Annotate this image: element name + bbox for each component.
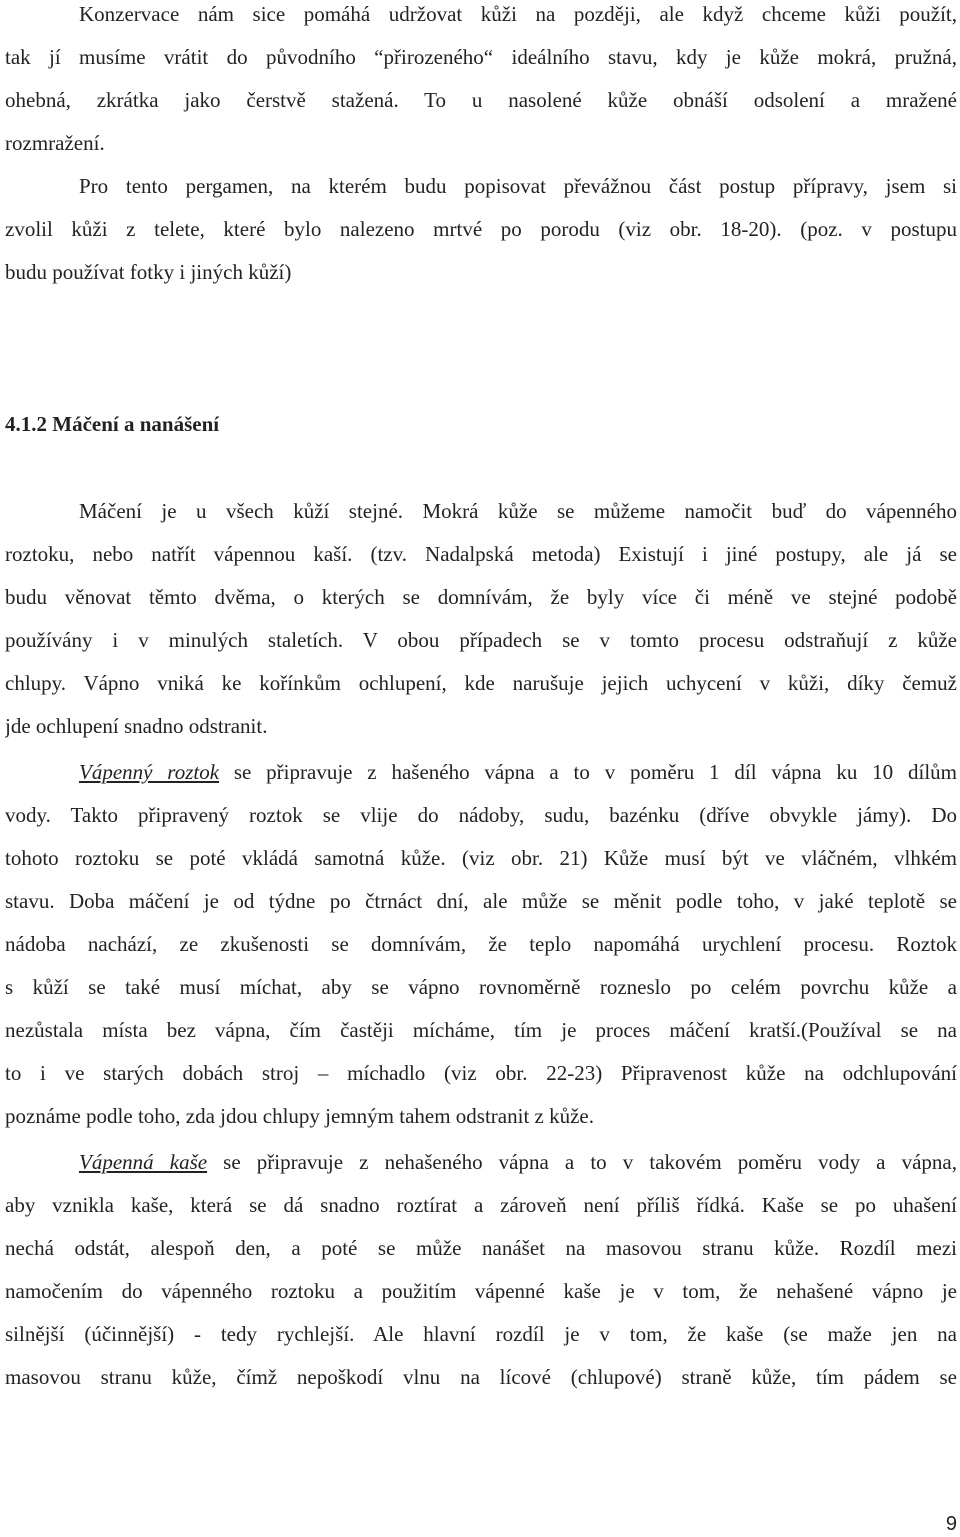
term-vapenna-kase: Vápenná kaše [79,1150,208,1174]
paragraph-4-line-1 [79,758,957,786]
paragraph-3-line-6: jde ochlupení snadno odstranit. [5,714,268,738]
paragraph-3-line-2: roztoku, nebo natřít vápennou kaší. (tzv. Nadalpská metoda) Existují i jiné postupy, ale já se [5,542,957,566]
paragraph-5-line-4: namočením do vápenného roztoku a použitím vápenné kaše je v tom, že nehašené vápno je [5,1279,957,1303]
paragraph-5-line-2: aby vznikla kaše, která se dá snadno roztírat a zároveň není příliš řídká. Kaše se po uhašení [5,1193,957,1217]
page-number: 9 [945,1513,957,1535]
paragraph-5-line-1 [79,1148,957,1176]
paragraph-4-line-6: s kůží se také musí míchat, aby se vápno rovnoměrně rozneslo po celém povrchu kůže a [5,975,957,999]
paragraph-4-line-8: to i ve starých dobách stroj – míchadlo (viz obr. 22-23) Připravenost kůže na odchlupování [5,1061,957,1085]
paragraph-5-line-6: masovou stranu kůže, čímž nepoškodí vlnu na lícové (chlupové) straně kůže, tím pádem se [5,1365,957,1389]
paragraph-5-line-5: silnější (účinnější) - tedy rychlejší. Ale hlavní rozdíl je v tom, že kaše (se maže jen na [5,1322,957,1346]
term-vapenny-roztok: Vápenný roztok [79,760,220,784]
paragraph-3-line-5: chlupy. Vápno vniká ke kořínkům ochlupení, kde narušuje jejich uchycení v kůži, díky čemuž [5,671,957,695]
paragraph-1-line-3: ohebná, zkrátka jako čerstvě stažená. To u nasolené kůže obnáší odsolení a mražené [5,88,957,112]
paragraph-3-line-1: Máčení je u všech kůží stejné. Mokrá kůže se můžeme namočit buď do vápenného [79,499,957,523]
paragraph-2-line-1: Pro tento pergamen, na kterém budu popisovat převážnou část postup přípravy, jsem si [79,174,957,198]
paragraph-3-line-3: budu věnovat těmto dvěma, o kterých se domnívám, že byly více či méně ve stejné podobě [5,585,957,609]
paragraph-4-line-9: poznáme podle toho, zda jdou chlupy jemným tahem odstranit z kůže. [5,1104,595,1128]
paragraph-2-line-3: budu používat fotky i jiných kůží) [5,260,292,284]
paragraph-2-line-2: zvolil kůži z telete, které bylo nalezeno mrtvé po porodu (viz obr. 18-20). (poz. v postupu [5,217,957,241]
paragraph-1-line-2: tak jí musíme vrátit do původního “přirozeného“ ideálního stavu, kdy je kůže mokrá, pružná, [5,45,957,69]
paragraph-4-line-2: vody. Takto připravený roztok se vlije do nádoby, sudu, bazénku (dříve obvykle jámy). Do [5,803,957,827]
paragraph-5-line-1-rest: se připravuje z nehašeného vápna a to v takovém poměru vody a vápna, [207,1150,957,1174]
paragraph-1-line-4: rozmražení. [5,131,105,155]
paragraph-4-line-7: nezůstala místa bez vápna, čím častěji mícháme, tím je proces máčení kratší.(Používal se na [5,1018,957,1042]
paragraph-4-line-3: tohoto roztoku se poté vkládá samotná kůže. (viz obr. 21) Kůže musí být ve vláčném, vlhkém [5,846,957,870]
paragraph-4-line-5: nádoba nachází, ze zkušenosti se domnívám, že teplo napomáhá urychlení procesu. Roztok [5,932,957,956]
paragraph-4-line-4: stavu. Doba máčení je od týdne po čtrnáct dní, ale může se měnit podle toho, v jaké teplotě se [5,889,957,913]
paragraph-3-line-4: používány i v minulých staletích. V obou případech se v tomto procesu odstraňují z kůže [5,628,957,652]
section-heading: 4.1.2 Máčení a nanášení [5,412,220,436]
paragraph-5-line-3: nechá odstát, alespoň den, a poté se může nanášet na masovou stranu kůže. Rozdíl mezi [5,1236,957,1260]
paragraph-4-line-1-rest: se připravuje z hašeného vápna a to v poměru 1 díl vápna ku 10 dílům [219,760,957,784]
paragraph-1-line-1: Konzervace nám sice pomáhá udržovat kůži na později, ale když chceme kůži použít, [79,2,957,26]
